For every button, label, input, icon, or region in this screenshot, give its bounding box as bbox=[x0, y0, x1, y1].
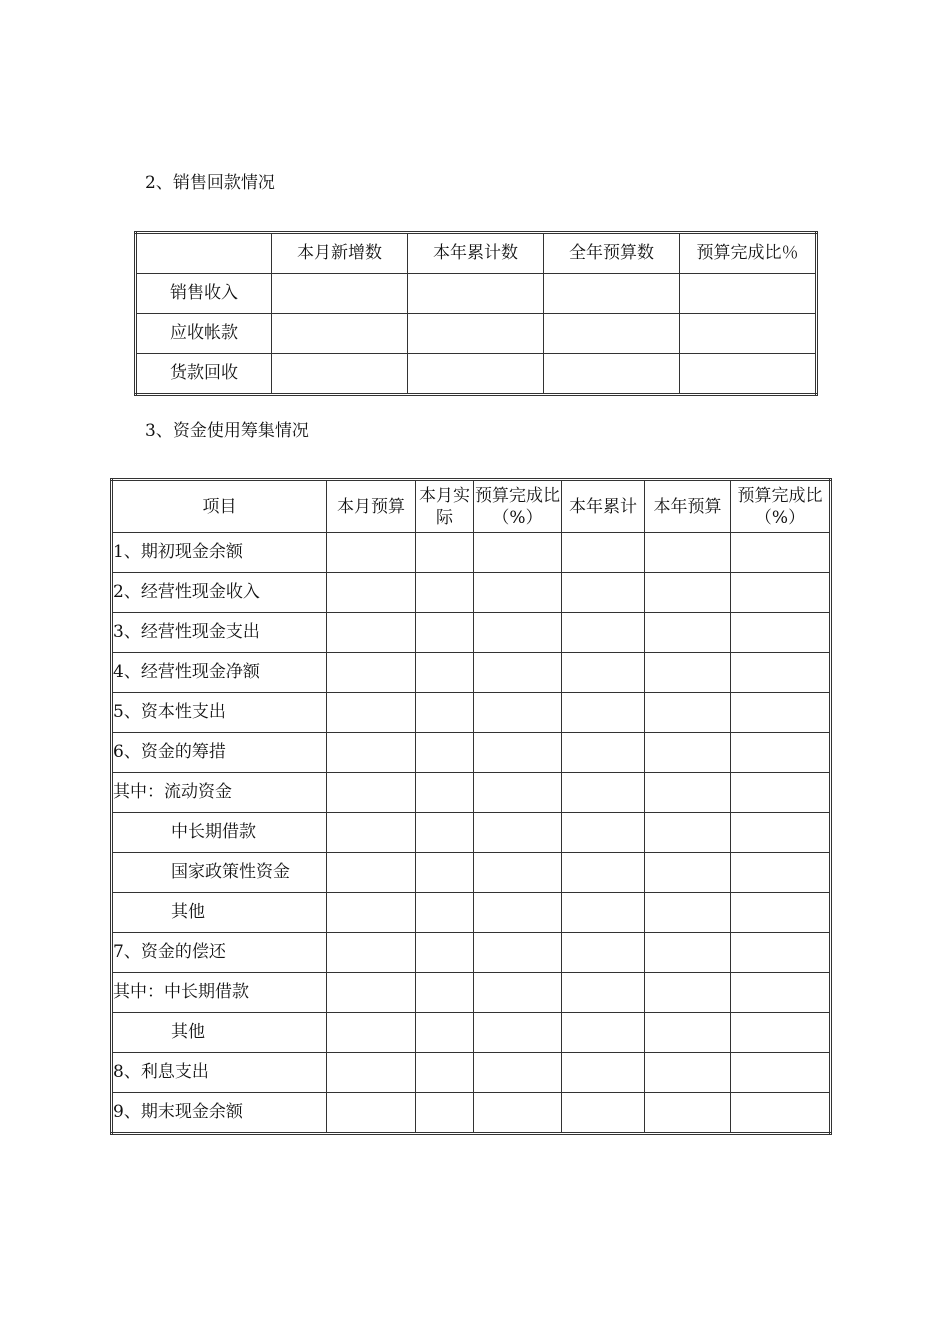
table-row bbox=[112, 973, 831, 1013]
table-row bbox=[112, 1053, 831, 1093]
table-cell[interactable] bbox=[645, 893, 731, 933]
row-label: 国家政策性资金 bbox=[112, 853, 327, 893]
table-cell[interactable] bbox=[731, 1053, 831, 1093]
table-cell[interactable] bbox=[474, 613, 562, 653]
section-3-title: 3、资金使用筹集情况 bbox=[145, 421, 309, 441]
table-cell[interactable] bbox=[562, 813, 645, 853]
table-cell[interactable] bbox=[731, 533, 831, 573]
table-cell[interactable] bbox=[562, 573, 645, 613]
table-row bbox=[136, 274, 817, 314]
table-cell[interactable] bbox=[562, 1093, 645, 1134]
table-cell[interactable] bbox=[327, 773, 416, 813]
row-label: 7、资金的偿还 bbox=[112, 933, 327, 973]
table-row bbox=[112, 893, 831, 933]
row-label-payment-collection: 货款回收 bbox=[136, 354, 272, 395]
table-cell[interactable] bbox=[562, 653, 645, 693]
row-label: 其他 bbox=[112, 893, 327, 933]
table-cell[interactable] bbox=[562, 533, 645, 573]
table-cell[interactable] bbox=[327, 733, 416, 773]
section-2-title: 2、销售回款情况 bbox=[145, 173, 275, 193]
table-cell[interactable] bbox=[416, 573, 474, 613]
table-cell[interactable] bbox=[327, 813, 416, 853]
table-header-row bbox=[136, 233, 817, 274]
table-cell[interactable] bbox=[731, 773, 831, 813]
table-cell[interactable] bbox=[645, 613, 731, 653]
table-cell[interactable] bbox=[474, 1013, 562, 1053]
table-row bbox=[136, 314, 817, 354]
table-cell[interactable] bbox=[731, 693, 831, 733]
table-cell[interactable] bbox=[645, 1053, 731, 1093]
table-cell[interactable] bbox=[327, 1093, 416, 1134]
header-cell-empty bbox=[136, 233, 272, 274]
table-cell[interactable] bbox=[327, 613, 416, 653]
table-cell[interactable] bbox=[645, 653, 731, 693]
table-row bbox=[112, 573, 831, 613]
table-cell[interactable] bbox=[416, 773, 474, 813]
table-cell[interactable] bbox=[408, 274, 544, 314]
table-row bbox=[112, 813, 831, 853]
table-cell[interactable] bbox=[645, 973, 731, 1013]
table-row bbox=[112, 1093, 831, 1134]
table-cell[interactable] bbox=[416, 613, 474, 653]
table-cell[interactable] bbox=[272, 274, 408, 314]
table-cell[interactable] bbox=[731, 813, 831, 853]
table-cell[interactable] bbox=[327, 973, 416, 1013]
row-label: 中长期借款 bbox=[112, 813, 327, 853]
table-cell[interactable] bbox=[416, 1053, 474, 1093]
sales-collection-table bbox=[134, 231, 818, 396]
row-label: 3、经营性现金支出 bbox=[112, 613, 327, 653]
table-cell[interactable] bbox=[731, 733, 831, 773]
table-row bbox=[112, 853, 831, 893]
table-cell[interactable] bbox=[731, 973, 831, 1013]
table-cell[interactable] bbox=[562, 853, 645, 893]
header-cell-item: 项目 bbox=[112, 480, 327, 533]
row-label: 9、期末现金余额 bbox=[112, 1093, 327, 1134]
table-cell[interactable] bbox=[272, 314, 408, 354]
table-cell[interactable] bbox=[416, 853, 474, 893]
table-cell[interactable] bbox=[272, 354, 408, 395]
table-cell[interactable] bbox=[562, 733, 645, 773]
table-cell[interactable] bbox=[680, 354, 817, 395]
table-cell[interactable] bbox=[474, 693, 562, 733]
table-cell[interactable] bbox=[562, 933, 645, 973]
table-cell[interactable] bbox=[327, 573, 416, 613]
table-cell[interactable] bbox=[327, 533, 416, 573]
row-label: 6、资金的筹措 bbox=[112, 733, 327, 773]
header-cell-completion-ratio-1: 预算完成比（%） bbox=[474, 480, 562, 533]
table-cell[interactable] bbox=[562, 1013, 645, 1053]
table-cell[interactable] bbox=[645, 733, 731, 773]
table-cell[interactable] bbox=[327, 893, 416, 933]
funds-table-body bbox=[112, 533, 831, 1134]
table-cell[interactable] bbox=[562, 773, 645, 813]
table-row bbox=[136, 354, 817, 395]
header-cell-year-cumulative: 本年累计数 bbox=[408, 233, 544, 274]
header-cell-completion-ratio-2: 预算完成比（%） bbox=[731, 480, 831, 533]
row-label: 1、期初现金余额 bbox=[112, 533, 327, 573]
table-cell[interactable] bbox=[645, 533, 731, 573]
table-cell[interactable] bbox=[562, 893, 645, 933]
table-cell[interactable] bbox=[416, 1013, 474, 1053]
table-cell[interactable] bbox=[544, 274, 680, 314]
table-cell[interactable] bbox=[416, 933, 474, 973]
table-cell[interactable] bbox=[408, 354, 544, 395]
table-cell[interactable] bbox=[327, 693, 416, 733]
table-cell[interactable] bbox=[408, 314, 544, 354]
table-cell[interactable] bbox=[562, 973, 645, 1013]
table-cell[interactable] bbox=[416, 653, 474, 693]
table-cell[interactable] bbox=[474, 653, 562, 693]
header-cell-year-budget: 本年预算 bbox=[645, 480, 731, 533]
table-row bbox=[112, 1013, 831, 1053]
table-cell[interactable] bbox=[474, 853, 562, 893]
row-label: 8、利息支出 bbox=[112, 1053, 327, 1093]
funds-usage-table bbox=[110, 478, 832, 1135]
table-cell[interactable] bbox=[731, 1013, 831, 1053]
table-cell[interactable] bbox=[645, 853, 731, 893]
table-cell[interactable] bbox=[680, 314, 817, 354]
table-cell[interactable] bbox=[731, 933, 831, 973]
table-cell[interactable] bbox=[645, 773, 731, 813]
table-cell[interactable] bbox=[645, 1013, 731, 1053]
table-cell[interactable] bbox=[416, 973, 474, 1013]
row-label: 4、经营性现金净额 bbox=[112, 653, 327, 693]
table-row bbox=[112, 733, 831, 773]
table-cell[interactable] bbox=[731, 1093, 831, 1134]
table-cell[interactable] bbox=[544, 354, 680, 395]
header-cell-annual-budget: 全年预算数 bbox=[544, 233, 680, 274]
table-cell[interactable] bbox=[731, 653, 831, 693]
table-cell[interactable] bbox=[544, 314, 680, 354]
table-cell[interactable] bbox=[327, 653, 416, 693]
table-cell[interactable] bbox=[645, 813, 731, 853]
header-cell-month-new: 本月新增数 bbox=[272, 233, 408, 274]
table-cell[interactable] bbox=[645, 1093, 731, 1134]
table-cell[interactable] bbox=[562, 1053, 645, 1093]
row-label-receivables: 应收帐款 bbox=[136, 314, 272, 354]
table-cell[interactable] bbox=[731, 573, 831, 613]
table-cell[interactable] bbox=[474, 813, 562, 853]
header-cell-year-cumulative: 本年累计 bbox=[562, 480, 645, 533]
table-cell[interactable] bbox=[474, 573, 562, 613]
table-cell[interactable] bbox=[416, 1093, 474, 1134]
table-cell[interactable] bbox=[474, 733, 562, 773]
table-row bbox=[112, 653, 831, 693]
table-cell[interactable] bbox=[416, 733, 474, 773]
row-label: 2、经营性现金收入 bbox=[112, 573, 327, 613]
table-cell[interactable] bbox=[731, 853, 831, 893]
table-cell[interactable] bbox=[731, 613, 831, 653]
table-cell[interactable] bbox=[474, 893, 562, 933]
table-cell[interactable] bbox=[645, 573, 731, 613]
table-cell[interactable] bbox=[645, 933, 731, 973]
table-cell[interactable] bbox=[416, 893, 474, 933]
table-cell[interactable] bbox=[327, 1013, 416, 1053]
table-row bbox=[112, 773, 831, 813]
table-row bbox=[112, 933, 831, 973]
table-cell[interactable] bbox=[327, 933, 416, 973]
table-cell[interactable] bbox=[562, 613, 645, 653]
table-cell[interactable] bbox=[474, 533, 562, 573]
table-row bbox=[112, 613, 831, 653]
header-cell-month-budget: 本月预算 bbox=[327, 480, 416, 533]
table-cell[interactable] bbox=[731, 893, 831, 933]
row-label: 其他 bbox=[112, 1013, 327, 1053]
row-label: 其中：中长期借款 bbox=[112, 973, 327, 1013]
table-cell[interactable] bbox=[416, 533, 474, 573]
table-cell[interactable] bbox=[474, 933, 562, 973]
table-cell[interactable] bbox=[327, 1053, 416, 1093]
table-cell[interactable] bbox=[416, 813, 474, 853]
table-row bbox=[112, 693, 831, 733]
table-cell[interactable] bbox=[474, 773, 562, 813]
table-cell[interactable] bbox=[327, 853, 416, 893]
table-cell[interactable] bbox=[562, 693, 645, 733]
header-cell-completion-ratio: 预算完成比％ bbox=[680, 233, 817, 274]
table-header-row bbox=[112, 480, 831, 533]
table-cell[interactable] bbox=[474, 1093, 562, 1134]
table-cell[interactable] bbox=[416, 693, 474, 733]
table-cell[interactable] bbox=[680, 274, 817, 314]
table-cell[interactable] bbox=[645, 693, 731, 733]
row-label: 5、资本性支出 bbox=[112, 693, 327, 733]
table-row bbox=[112, 533, 831, 573]
header-cell-month-actual: 本月实际 bbox=[416, 480, 474, 533]
table-cell[interactable] bbox=[474, 973, 562, 1013]
row-label-sales-revenue: 销售收入 bbox=[136, 274, 272, 314]
table-cell[interactable] bbox=[474, 1053, 562, 1093]
row-label: 其中：流动资金 bbox=[112, 773, 327, 813]
